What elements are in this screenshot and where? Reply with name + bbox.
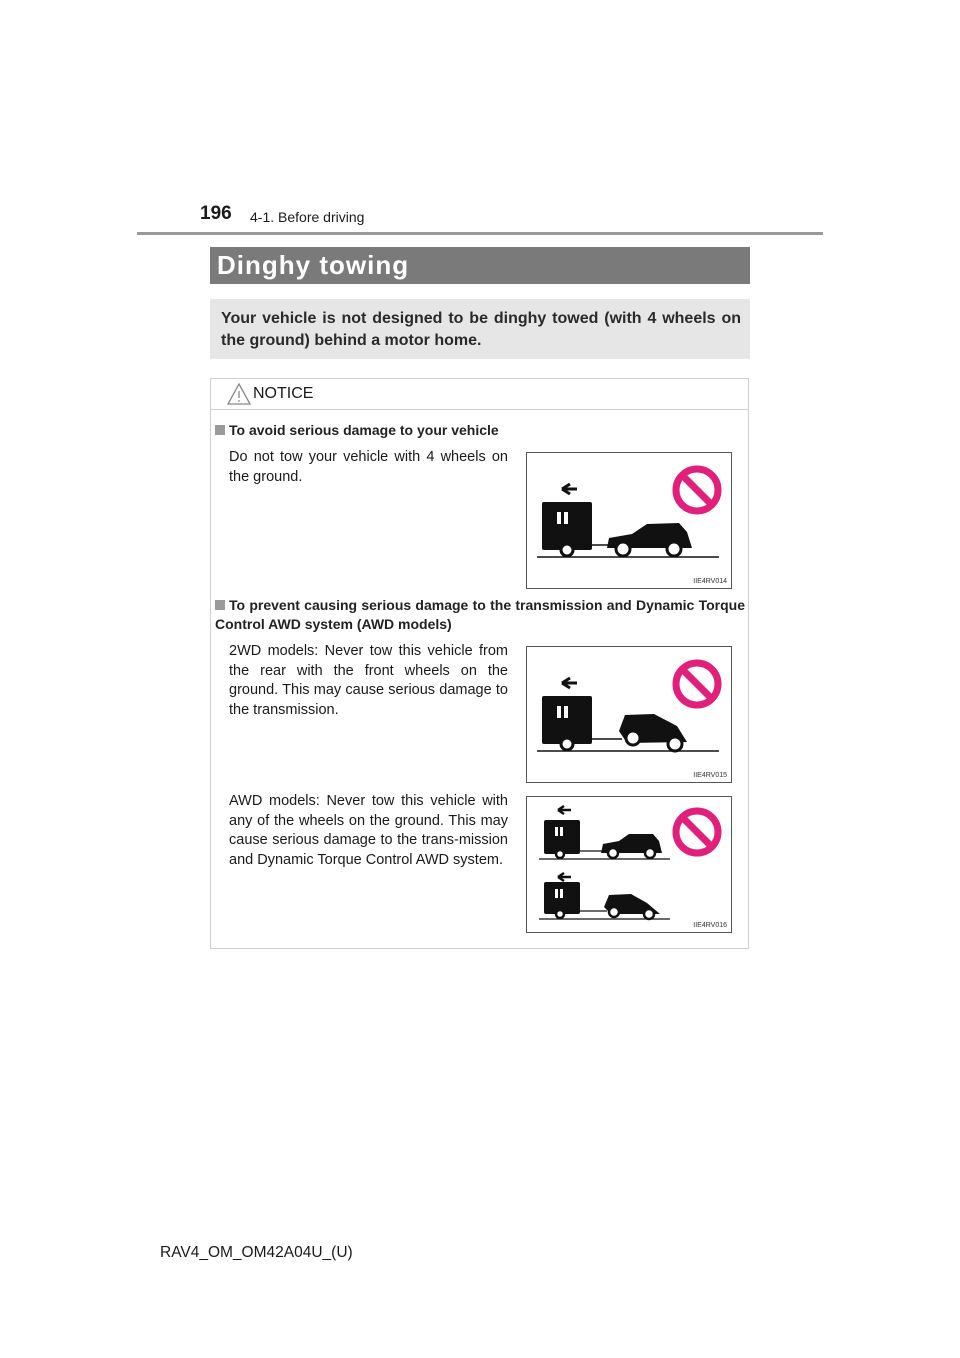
notice-heading-1 (215, 421, 745, 440)
notice-heading-1-text: To avoid serious damage to your vehicle (229, 422, 499, 438)
figure-code-2: IIE4RV015 (693, 772, 727, 779)
page-number: 196 (200, 203, 232, 224)
header-rule (137, 232, 823, 235)
bullet-square-icon (215, 425, 225, 435)
title-bar (210, 247, 750, 284)
intro-text: Your vehicle is not designed to be dinghy towed (with 4 wheels on the ground) behind a motor home. (221, 310, 741, 349)
section-label: 4-1. Before driving (250, 209, 365, 225)
bullet-square-icon (215, 600, 225, 610)
tow-illustration-2 (527, 647, 731, 782)
notice-heading-2-text: To prevent causing serious damage to the transmission and Dynamic Torque Control AWD system (AWD models) (215, 597, 745, 632)
figure-awd-no-tow (526, 796, 732, 933)
notice-text-1: Do not tow your vehicle with 4 wheels on the ground. (229, 449, 508, 485)
figure-no-tow-4-wheels (526, 452, 732, 589)
notice-text-3: AWD models: Never tow this vehicle with any of the wheels on the ground. This may cause serious damage to the trans-mission and Dynamic Torque Control AWD system. (229, 793, 508, 868)
notice-text-2: 2WD models: Never tow this vehicle from the rear with the front wheels on the ground. This may cause serious damage to the transmission. (229, 643, 508, 718)
tow-illustration-1 (527, 453, 731, 588)
notice-label: NOTICE (253, 385, 314, 402)
warning-icon (227, 383, 251, 405)
notice-box (210, 378, 749, 949)
figure-2wd-rear-tow (526, 646, 732, 783)
notice-heading-2 (215, 596, 745, 634)
footer-doc-code: RAV4_OM_OM42A04U_(U) (160, 1244, 353, 1261)
page-title: Dinghy towing (217, 250, 410, 280)
notice-header (211, 379, 748, 410)
figure-code-1: IIE4RV014 (693, 578, 727, 585)
tow-illustration-3 (527, 797, 731, 932)
intro-box (210, 299, 750, 359)
figure-code-3: IIE4RV016 (693, 922, 727, 929)
